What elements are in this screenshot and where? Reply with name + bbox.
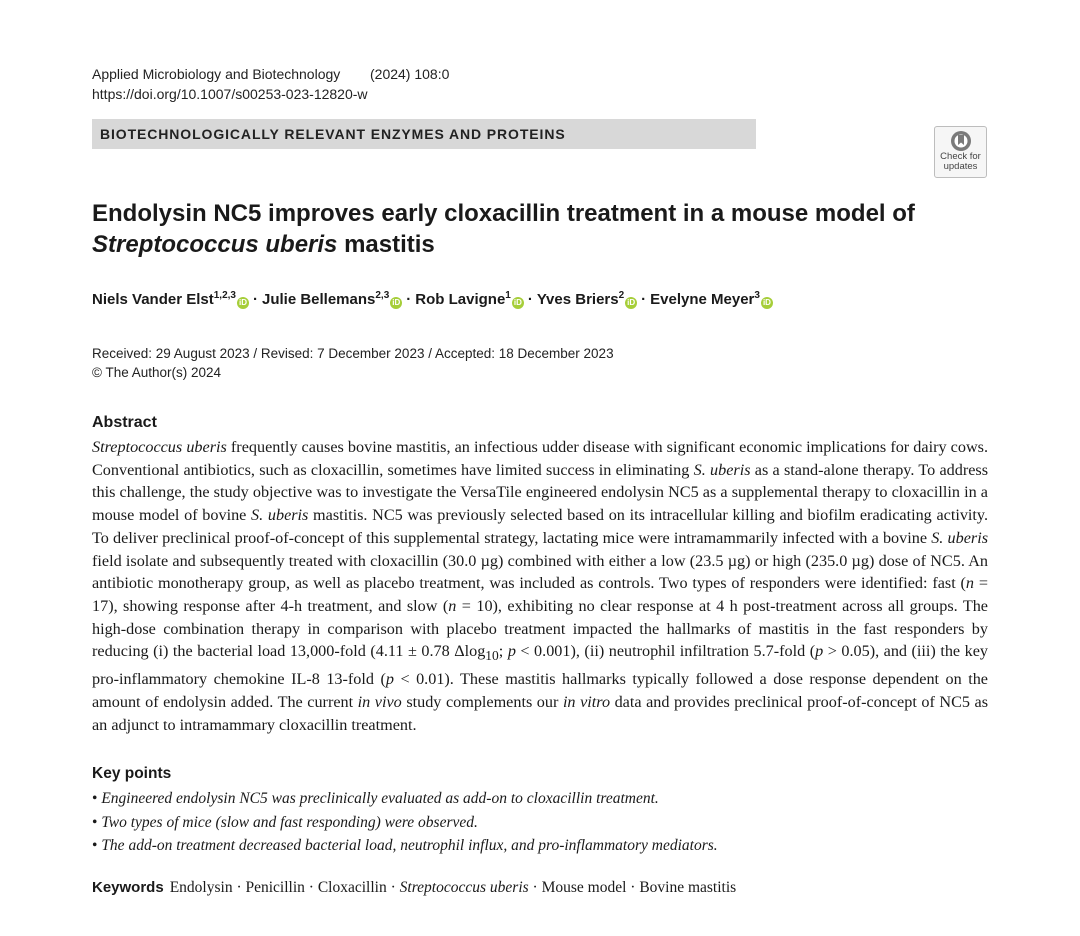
abstract-segment: study complements our	[401, 692, 563, 711]
title-part-2: mastitis	[337, 231, 435, 258]
article-title	[92, 198, 952, 260]
journal-name: Applied Microbiology and Biotechnology	[92, 66, 341, 82]
abstract-segment: < 0.01). These mastitis hallmarks typically followed a dose response dependent on the amount of endolysin added. The current	[92, 670, 988, 711]
abstract-segment: p	[507, 642, 516, 661]
abstract-segment: n	[448, 596, 457, 615]
abstract-segment: n	[965, 574, 975, 593]
journal-volume: (2024) 108:0	[370, 66, 450, 82]
key-point-item: • Engineered endolysin NC5 was preclinically evaluated as add-on to cloxacillin treatment.	[92, 787, 718, 811]
title-italic: Streptococcus uberis	[92, 231, 338, 258]
keywords-values	[170, 879, 736, 896]
abstract-segment: S. uberis	[693, 460, 751, 479]
key-points-list	[92, 787, 718, 858]
abstract-segment: Streptococcus uberis	[92, 438, 227, 456]
abstract-segment: < 0.001), (ii) neutrophil infiltration 5.7-fold (	[515, 642, 816, 661]
keywords-heading: Keywords	[92, 879, 164, 896]
author-name[interactable]: Julie Bellemans	[261, 291, 376, 308]
bookmark-circle-icon	[950, 130, 972, 152]
abstract-segment: data and provides preclinical proof-of-concept of NC5 as an adjunct to intramammary cloxacillin treatment.	[92, 692, 988, 734]
journal-header	[92, 64, 449, 104]
abstract-segment: field isolate and subsequently treated with cloxacillin (30.0 µg) combined with either a low (23.5 µg) or high (235.0 µg) dose of NC5. An antibiotic monotherapy group, as well as placebo treatment, was included as controls. Two types of responders were identified: fast (	[92, 551, 988, 593]
abstract-text	[92, 436, 988, 736]
author-affiliation: 2,3	[375, 290, 390, 301]
abstract-segment: = 17), showing response after 4-h treatment, and slow (	[92, 574, 988, 615]
author-name[interactable]: Rob Lavigne	[415, 291, 506, 308]
article-dates	[92, 344, 614, 382]
keyword-separator: ·	[528, 879, 542, 896]
keyword[interactable]: Penicillin	[245, 879, 305, 896]
author-separator: ·	[527, 291, 533, 308]
abstract-segment: p	[385, 670, 394, 689]
keyword[interactable]: Streptococcus uberis	[399, 879, 529, 896]
keyword-separator: ·	[304, 879, 318, 896]
abstract-segment: as a stand-alone therapy. To address this challenge, the study objective was to investigate the VersaTile engineered endolysin NC5 as a supplemental therapy to cloxacillin in a mouse model of bovine	[92, 460, 989, 525]
check-for-updates-line2: updates	[943, 161, 978, 172]
abstract-segment: > 0.05), and (iii) the key pro-inflammatory chemokine IL-8 13-fold (	[92, 642, 988, 689]
orcid-icon[interactable]: iD	[627, 298, 636, 307]
author-separator: ·	[641, 291, 647, 308]
keyword[interactable]: Mouse model	[541, 879, 627, 896]
abstract-segment: S. uberis	[931, 528, 988, 547]
author-name[interactable]: Evelyne Meyer	[650, 291, 755, 308]
author-affiliation: 1,2,3	[213, 290, 236, 301]
abstract-segment: ;	[498, 642, 508, 661]
author-list	[92, 290, 773, 309]
orcid-icon[interactable]: iD	[392, 298, 401, 307]
abstract-segment: = 10), exhibiting no clear response at 4 h post-treatment across all groups. The high-dose combination therapy in comparison with placebo treatment impacted the hallmarks of mastitis in the fast responders by reducing (i) the bacterial load 13,000-fold (4.11 ± 0.78 Δlog	[92, 596, 988, 661]
keyword-separator: ·	[386, 879, 400, 896]
doi-link[interactable]: https://doi.org/10.1007/s00253-023-12820-w	[92, 86, 368, 102]
check-for-updates-badge[interactable]	[934, 126, 987, 178]
abstract-segment: in vivo	[357, 692, 402, 711]
check-for-updates-line1: Check for	[940, 151, 981, 162]
abstract-segment: in vitro	[562, 692, 611, 711]
abstract-segment: mastitis. NC5 was previously selected based on its intracellular killing and biofilm eradicating activity. To deliver preclinical proof-of-concept of this supplemental strategy, lactating mice were intramammarily infected with a bovine	[92, 506, 989, 547]
author-name[interactable]: Yves Briers	[536, 291, 619, 308]
keyword[interactable]: Bovine mastitis	[639, 879, 737, 896]
keywords-line	[92, 879, 736, 897]
orcid-icon[interactable]: iD	[762, 298, 771, 307]
keyword-separator: ·	[626, 879, 640, 896]
title-part-1: Endolysin NC5 improves early cloxacillin treatment in a mouse model of	[92, 200, 915, 227]
abstract-segment: 10	[485, 648, 499, 664]
author-separator: ·	[252, 291, 258, 308]
key-point-item: • The add-on treatment decreased bacterial load, neutrophil influx, and pro-inflammatory mediators.	[92, 834, 718, 858]
abstract-heading: Abstract	[92, 414, 157, 431]
author-affiliation: 2	[618, 290, 625, 301]
author-affiliation: 1	[505, 290, 511, 301]
history-dates: Received: 29 August 2023 / Revised: 7 December 2023 / Accepted: 18 December 2023	[92, 346, 614, 361]
orcid-icon[interactable]: iD	[513, 298, 522, 307]
keyword[interactable]: Endolysin	[169, 879, 233, 896]
copyright-notice: © The Author(s) 2024	[92, 365, 222, 380]
abstract-segment: frequently causes bovine mastitis, an infectious udder disease with significant economic implications for dairy cows. Conventional antibiotics, such as cloxacillin, sometimes have limited success in eliminating	[92, 438, 989, 479]
orcid-icon[interactable]: iD	[238, 298, 247, 307]
key-points-heading: Key points	[92, 765, 172, 782]
author-name[interactable]: Niels Vander Elst	[92, 291, 214, 308]
abstract-segment: p	[815, 642, 824, 661]
section-banner: BIOTECHNOLOGICALLY RELEVANT ENZYMES AND PROTEINS	[92, 119, 756, 149]
author-separator: ·	[406, 291, 412, 308]
keyword-separator: ·	[232, 879, 246, 896]
abstract-segment: S. uberis	[251, 506, 309, 525]
keyword[interactable]: Cloxacillin	[317, 879, 387, 896]
author-affiliation: 3	[754, 290, 760, 301]
key-point-item: • Two types of mice (slow and fast responding) were observed.	[92, 811, 718, 835]
